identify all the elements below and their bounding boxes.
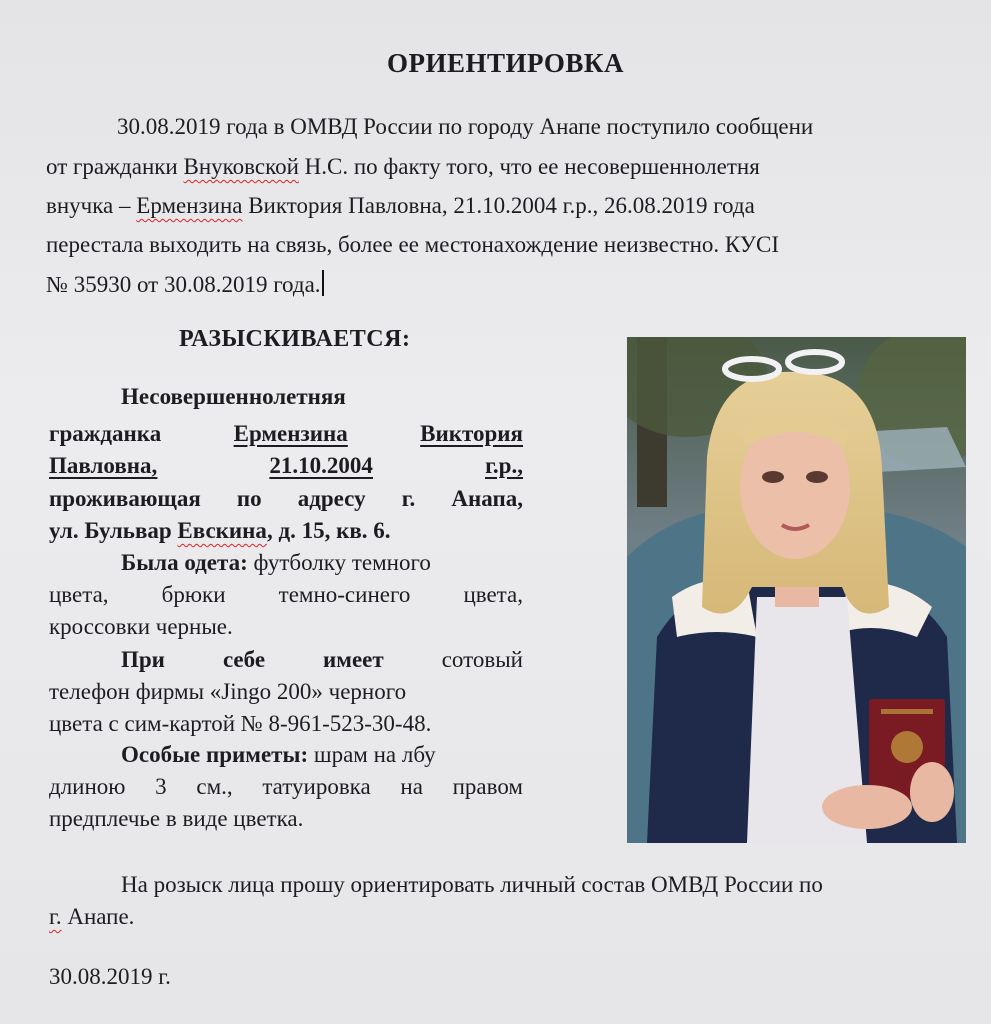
person-line-1: Несовершеннолетняя [121,384,346,409]
clothes-line-3: кроссовки черные. [49,614,233,639]
features-line-1: Особые приметы: шрам на лбу [121,742,436,767]
person-line-4: проживающая по адресу г. Анапа, [49,486,523,511]
features-line-3: предплечье в виде цветка. [49,806,304,831]
person-line-2: гражданка Ермензина Виктория [49,421,523,446]
wanted-heading: РАЗЫСКИВАЕТСЯ: [179,326,411,352]
items-line-1: При себе имеет сотовый [121,647,523,672]
spellcheck-word: г. [49,904,62,929]
spellcheck-word: Ермензина [136,193,243,218]
items-line-3: цвета с сим-картой № 8-961-523-30-48. [49,711,432,736]
spellcheck-word: Евскина [177,518,267,543]
intro-line-4: перестала выходить на связь, более ее местонахождение неизвестно. КУСІ [46,232,780,257]
spellcheck-word: Внуковской [183,154,299,179]
intro-line-3: внучка – Ермензина Виктория Павловна, 21.10.2004 г.р., 26.08.2019 года [46,193,755,218]
clothes-line-1: Была одета: футболку темного [121,550,431,575]
intro-line-5: № 35930 от 30.08.2019 года. [46,270,324,298]
features-line-2: длиною 3 см., татуировка на правом [49,774,523,799]
wanted-person-photo [627,337,966,843]
clothes-line-2: цвета, брюки темно-синего цвета, [49,582,523,607]
intro-line-1: 30.08.2019 года в ОМВД России по городу Анапе поступило сообщени [117,114,814,139]
closing-line-1: На розыск лица прошу ориентировать личный состав ОМВД России по [121,872,823,897]
document-date: 30.08.2019 г. [49,964,171,989]
intro-line-2: от гражданки Внуковской Н.С. по факту того, что ее несовершеннолетня [46,154,760,179]
document-title: ОРИЕНТИРОВКА [387,48,624,78]
person-line-3: Павловна, 21.10.2004 г.р., [49,453,523,478]
text-cursor [322,270,324,296]
person-line-5: ул. Бульвар Евскина, д. 15, кв. 6. [49,518,391,543]
items-line-2: телефон фирмы «Jingo 200» черного [49,679,407,704]
closing-line-2: г. Анапе. [49,904,135,929]
photo-illustration [627,337,966,843]
